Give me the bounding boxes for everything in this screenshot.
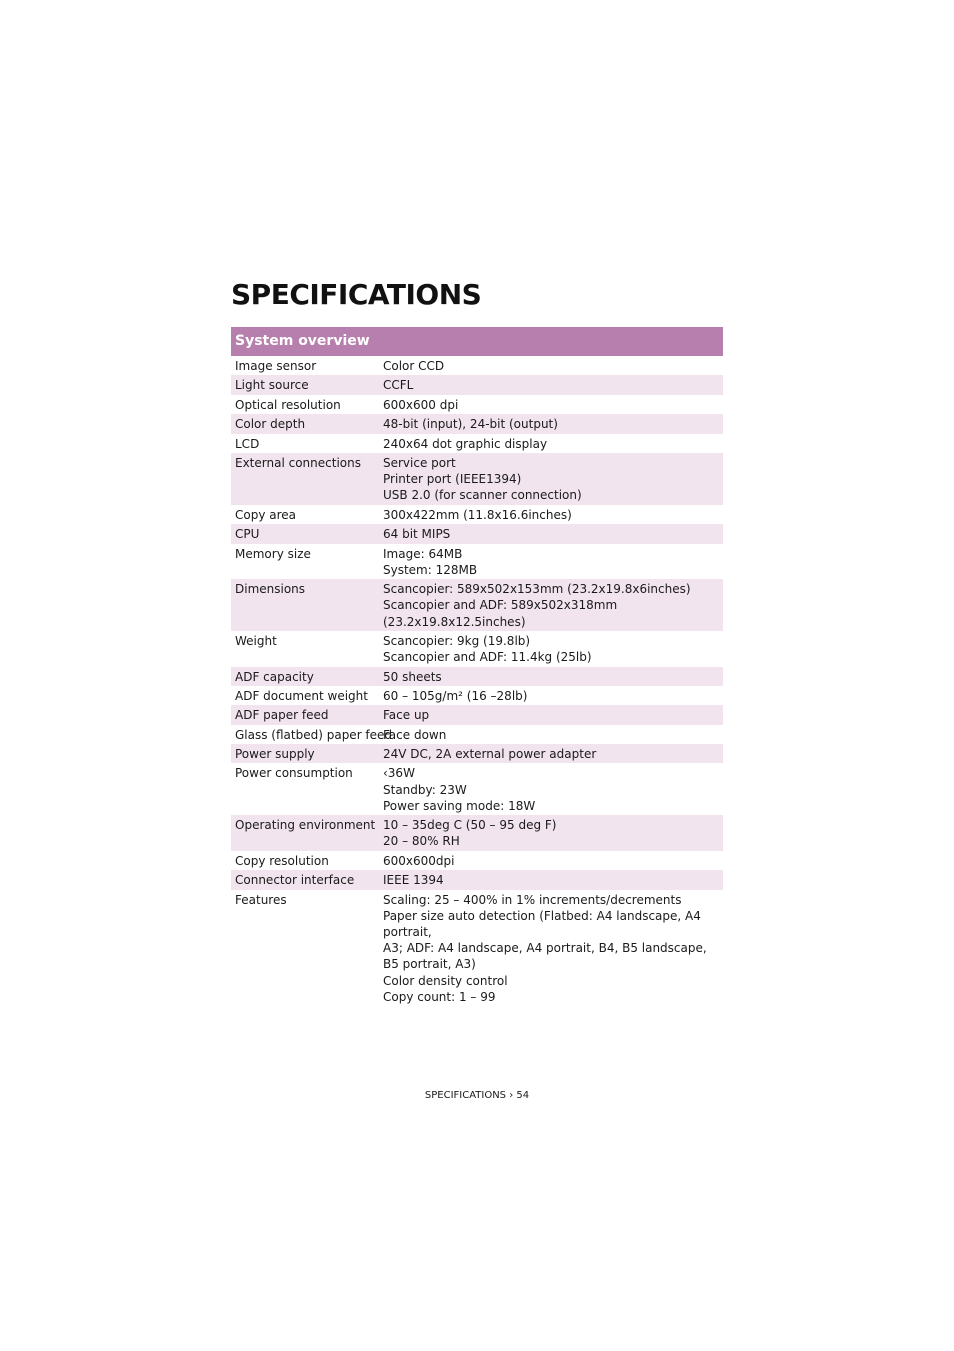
- table-row: [231, 705, 723, 724]
- spec-value: 600x600 dpi: [383, 397, 459, 412]
- spec-value: 60 – 105g/m² (16 –28lb): [383, 688, 528, 703]
- spec-value: 24V DC, 2A external power adapter: [383, 747, 597, 762]
- spec-label: Image sensor: [235, 359, 317, 373]
- table-row: [231, 544, 723, 580]
- spec-value: IEEE 1394: [383, 873, 444, 888]
- spec-value: Scancopier: 9kg (19.8lb) Scancopier and ADF: 11.4kg (25lb): [383, 633, 592, 665]
- spec-label: LCD: [235, 436, 260, 451]
- page-footer: SPECIFICATIONS › 54: [424, 1090, 530, 1101]
- spec-label: CPU: [235, 527, 260, 542]
- spec-value: 300x422mm (11.8x16.6inches): [383, 507, 572, 522]
- table-row: [231, 815, 723, 851]
- spec-label: Power supply: [235, 747, 315, 762]
- table-row: [231, 744, 723, 763]
- spec-value: Scaling: 25 – 400% in 1% increments/decrements Paper size auto detection (Flatbed: A4 landscape, A4 portrait, A3; ADF: A4 landscape, A4 portrait, B4, B5 landscape, B5 portrait, A3) Color density control Copy count: 1 – 99: [383, 892, 707, 1004]
- spec-value: 50 sheets: [383, 669, 442, 684]
- section-header: System overview: [231, 327, 723, 356]
- spec-label: Weight: [235, 633, 277, 648]
- table-row: [231, 667, 723, 686]
- spec-value: 600x600dpi: [383, 853, 455, 868]
- spec-label: Operating environment: [235, 818, 376, 833]
- spec-label: Copy resolution: [235, 853, 329, 868]
- spec-label: Connector interface: [235, 873, 355, 888]
- spec-value: Face down: [383, 727, 447, 742]
- table-row: [231, 890, 723, 1007]
- spec-value: 240x64 dot graphic display: [383, 436, 548, 451]
- table-row: [231, 414, 723, 433]
- spec-label: External connections: [235, 455, 361, 470]
- spec-label: Glass (flatbed) paper feed: [235, 727, 393, 742]
- spec-label: Optical resolution: [235, 397, 341, 412]
- spec-label: ADF paper feed: [235, 708, 329, 723]
- table-row: [231, 395, 723, 414]
- spec-value: Face up: [383, 708, 430, 723]
- table-row: [231, 505, 723, 524]
- table-row: [231, 725, 723, 744]
- spec-label: Power consumption: [235, 766, 353, 781]
- table-row: [231, 870, 723, 889]
- table-row: [231, 579, 723, 631]
- spec-value: Scancopier: 589x502x153mm (23.2x19.8x6inches) Scancopier and ADF: 589x502x318mm (23.2x19.8x12.5inches): [383, 582, 691, 629]
- spec-value: Service port Printer port (IEEE1394) USB 2.0 (for scanner connection): [383, 455, 582, 503]
- spec-label: Memory size: [235, 546, 311, 561]
- spec-value: Image: 64MB System: 128MB: [383, 546, 478, 577]
- spec-label: Light source: [235, 378, 309, 393]
- table-row: [231, 356, 723, 375]
- spec-value: 10 – 35deg C (50 – 95 deg F) 20 – 80% RH: [383, 818, 557, 849]
- table-row: [231, 524, 723, 543]
- table-row: [231, 851, 723, 870]
- spec-label: Features: [235, 892, 287, 907]
- spec-label: Color depth: [235, 417, 306, 432]
- spec-value: ‹36W Standby: 23W Power saving mode: 18W: [383, 766, 536, 813]
- spec-value: CCFL: [383, 378, 414, 393]
- spec-rows: [231, 356, 723, 1006]
- spec-label: Copy area: [235, 507, 297, 522]
- table-row: [231, 453, 723, 505]
- spec-label: ADF capacity: [235, 669, 314, 684]
- spec-value: 64 bit MIPS: [383, 527, 451, 542]
- table-row: [231, 434, 723, 453]
- table-row: [231, 763, 723, 815]
- table-row: [231, 375, 723, 394]
- spec-label: ADF document weight: [235, 688, 368, 703]
- spec-label: Dimensions: [235, 582, 306, 597]
- table-row: [231, 686, 723, 705]
- page-title: SPECIFICATIONS: [231, 278, 482, 311]
- table-row: [231, 631, 723, 667]
- spec-table: [231, 327, 723, 1006]
- spec-value: 48-bit (input), 24-bit (output): [383, 417, 558, 432]
- spec-value: Color CCD: [383, 359, 445, 373]
